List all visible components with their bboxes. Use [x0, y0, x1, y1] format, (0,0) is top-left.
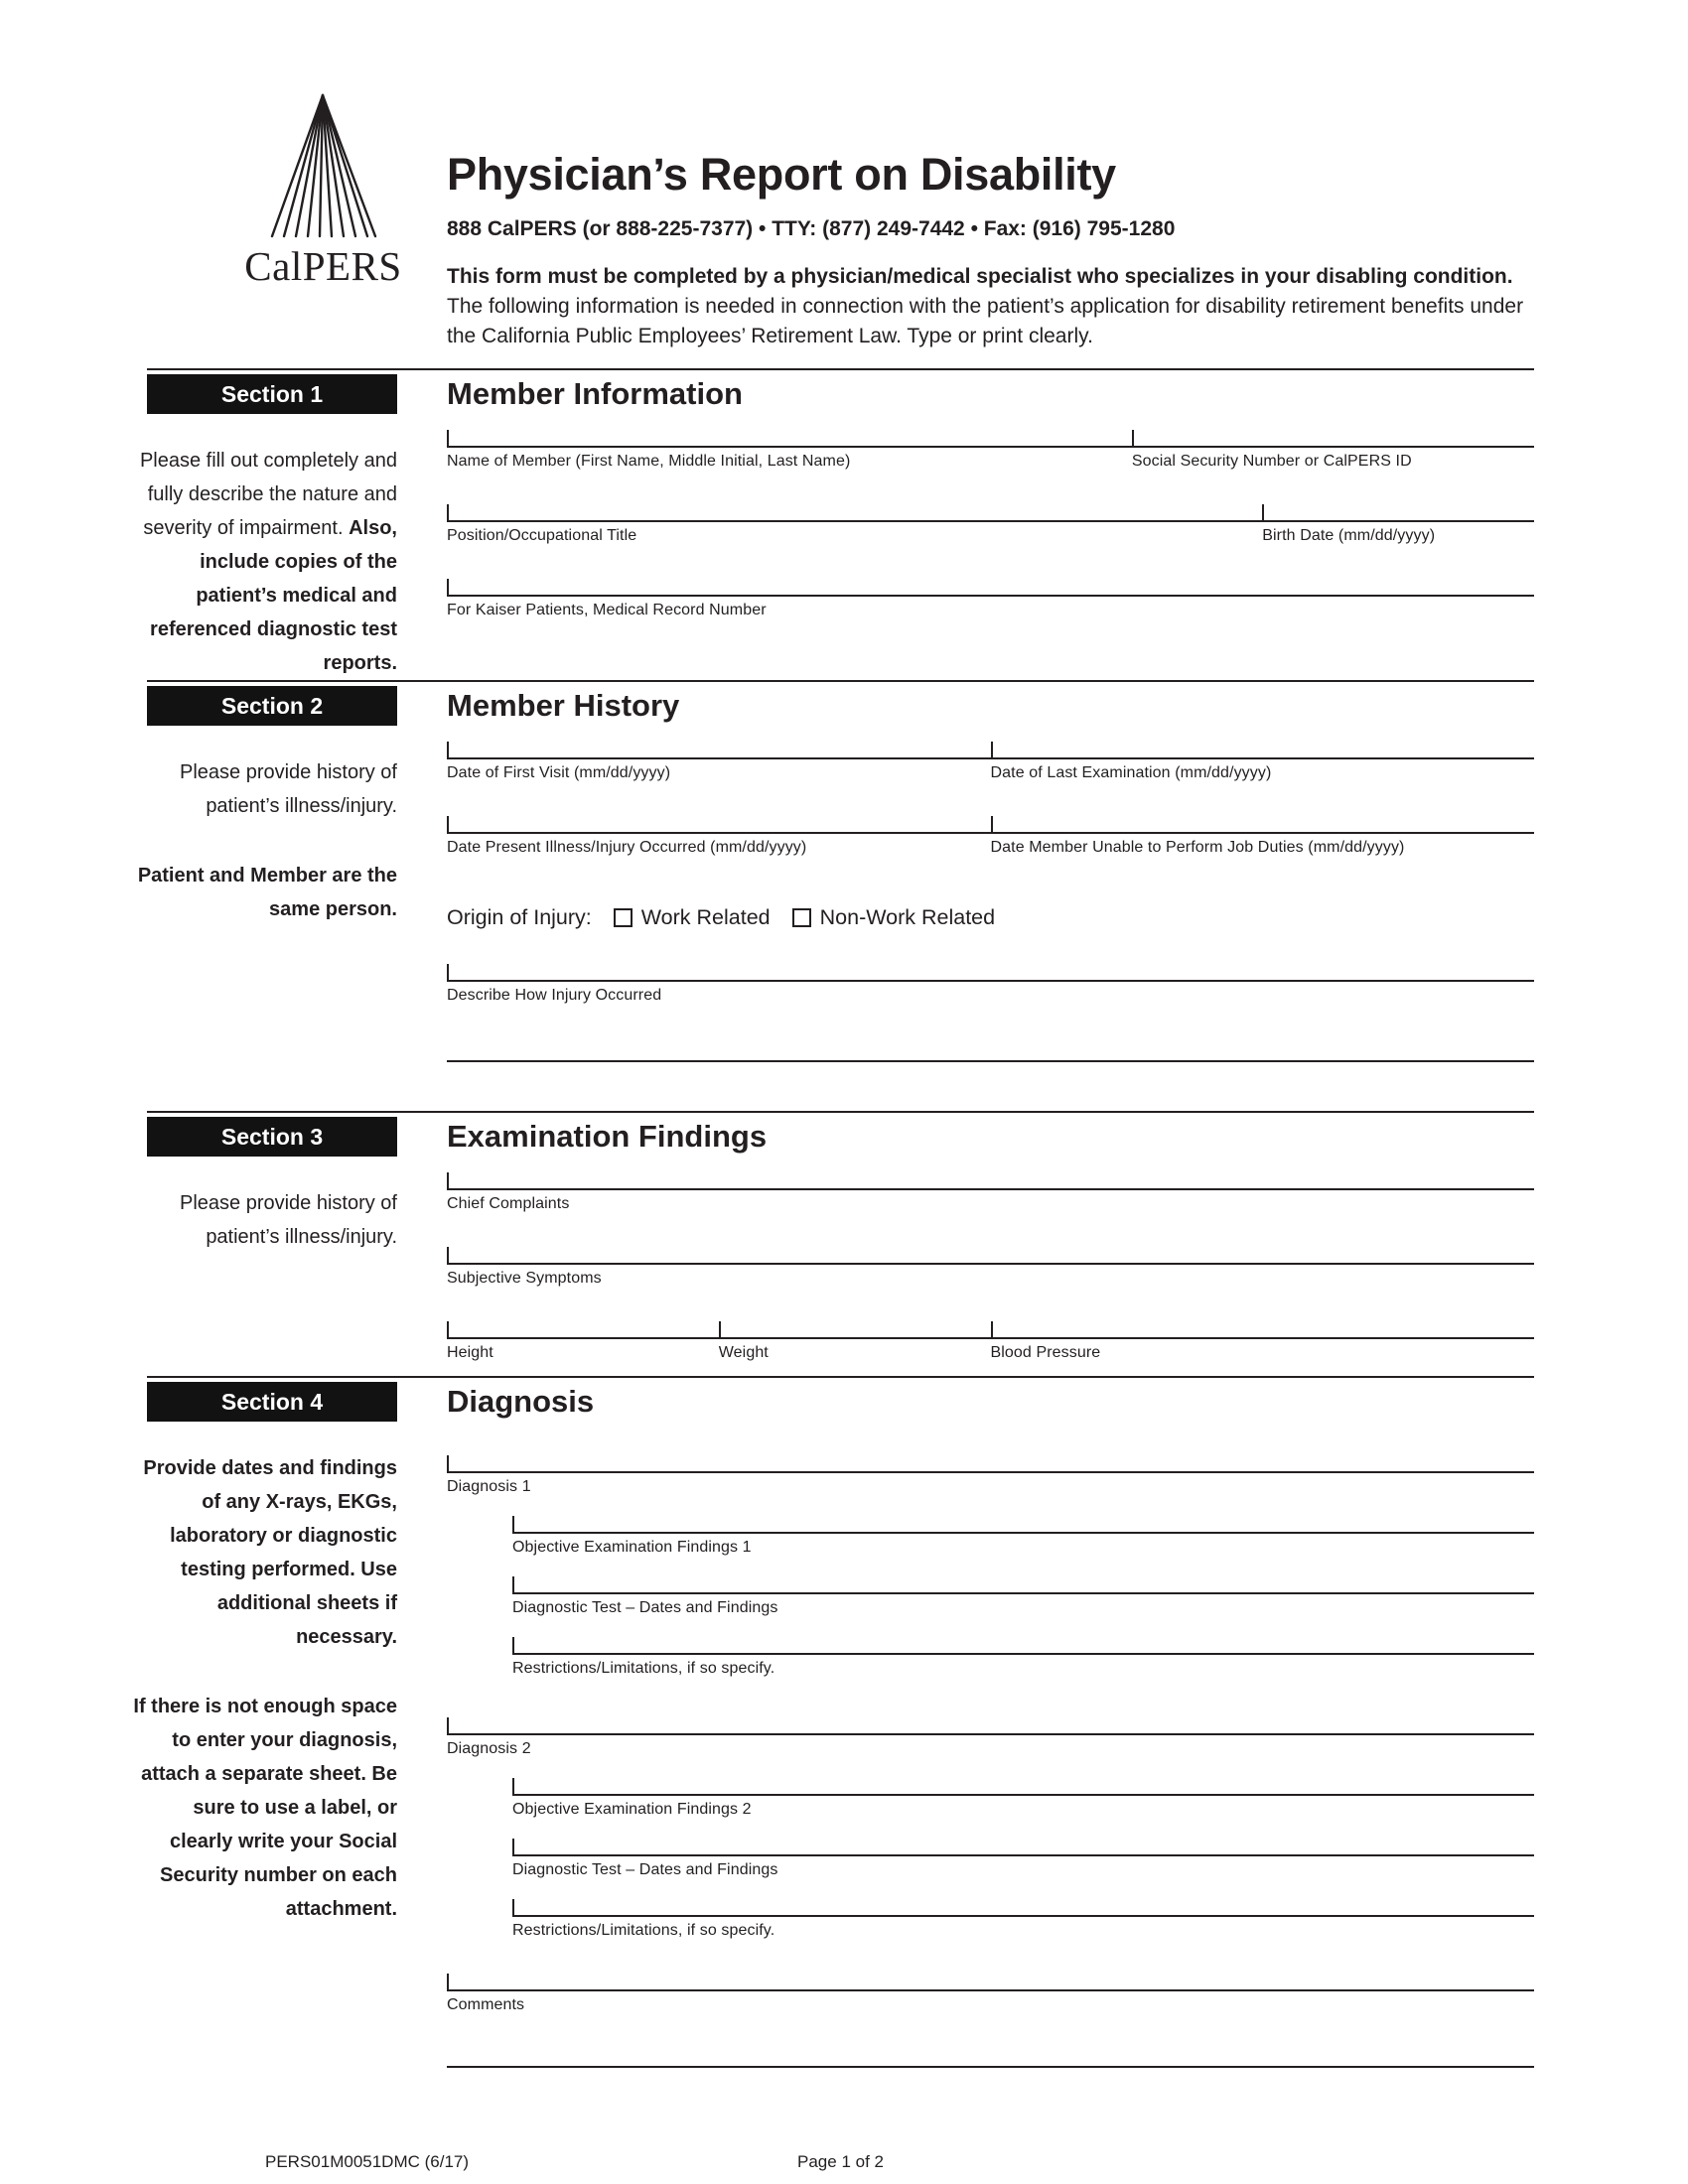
section-3-note — [127, 1186, 397, 1366]
section-1-note-normal: Please fill out completely and fully describe the nature and severity of impairment. — [139, 450, 397, 539]
calpers-tree-icon — [266, 91, 380, 240]
section-2-note — [127, 755, 397, 1062]
diagnostic-test-1-label: Diagnostic Test – Dates and Findings — [512, 1599, 778, 1616]
section-2-member-history — [137, 680, 1534, 1111]
section-2-note-bold: Patient and Member are the same person. — [137, 865, 397, 920]
section-4-note-1: Provide dates and findings of any X-rays, EKGs, laboratory or diagnostic testing performed. Use additional sheets if necessary. — [143, 1457, 397, 1648]
form-title: Physician’s Report on Disability — [447, 149, 1116, 200]
comments-field[interactable] — [447, 1964, 1534, 1991]
kaiser-record-number-label: For Kaiser Patients, Medical Record Number — [447, 602, 767, 618]
diagnostic-test-2-label: Diagnostic Test – Dates and Findings — [512, 1861, 778, 1878]
chief-complaints-label: Chief Complaints — [447, 1195, 570, 1212]
contact-info: 888 CalPERS (or 888-225-7377) • TTY: (877) 249-7442 • Fax: (916) 795-1280 — [447, 217, 1176, 240]
height-field[interactable] — [447, 1305, 719, 1339]
section-3-tab: Section 3 — [147, 1117, 397, 1157]
work-related-label: Work Related — [640, 904, 771, 929]
calpers-logo — [241, 91, 405, 290]
section-1-note-bold: Also, include copies of the patient’s medical and referenced diagnostic test reports. — [150, 517, 397, 674]
member-name-label: Name of Member (First Name, Middle Initial, Last Name) — [447, 453, 851, 470]
birth-date-label: Birth Date (mm/dd/yyyy) — [1262, 527, 1436, 544]
restrictions-1-field[interactable] — [512, 1627, 1534, 1655]
first-visit-date-field[interactable] — [447, 726, 991, 759]
section-1-tab: Section 1 — [147, 374, 397, 414]
unable-job-duties-date-field[interactable] — [991, 800, 1535, 834]
birth-date-field[interactable] — [1262, 488, 1534, 522]
section-2-fields — [447, 726, 1534, 1062]
section-1-note — [127, 444, 397, 680]
height-label: Height — [447, 1344, 493, 1361]
diagnosis-2-field[interactable] — [447, 1707, 1534, 1735]
section-4-fields — [447, 1422, 1534, 2068]
logo-column — [147, 91, 447, 351]
chief-complaints-field[interactable] — [447, 1157, 1534, 1190]
last-examination-date-field[interactable] — [991, 726, 1535, 759]
section-1-title: Member Information — [447, 376, 743, 411]
intro-bold-line: This form must be completed by a physician/medical specialist who specializes in your disabling condition. — [447, 265, 1513, 288]
section-2-note-normal: Please provide history of patient’s illness/injury. — [179, 761, 397, 817]
section-4-diagnosis — [133, 1376, 1534, 2068]
illness-occurred-date-field[interactable] — [447, 800, 991, 834]
unable-job-duties-date-label: Date Member Unable to Perform Job Duties (mm/dd/yyyy) — [990, 839, 1405, 856]
ssn-calpers-id-label: Social Security Number or CalPERS ID — [1131, 453, 1412, 470]
restrictions-1-label: Restrictions/Limitations, if so specify. — [512, 1660, 775, 1677]
diagnosis-2-label: Diagnosis 2 — [447, 1740, 531, 1757]
section-1-member-information — [139, 368, 1534, 680]
illness-occurred-date-label: Date Present Illness/Injury Occurred (mm/dd/yyyy) — [447, 839, 807, 856]
restrictions-2-label: Restrictions/Limitations, if so specify. — [512, 1922, 775, 1939]
intro-text — [447, 262, 1534, 351]
diagnosis-1-label: Diagnosis 1 — [447, 1478, 531, 1495]
non-work-related-label: Non-Work Related — [819, 904, 996, 929]
position-title-label: Position/Occupational Title — [447, 527, 637, 544]
section-2-tab: Section 2 — [147, 686, 397, 726]
weight-label: Weight — [718, 1344, 769, 1361]
section-1-fields — [447, 414, 1534, 680]
section-2-title: Member History — [447, 688, 680, 723]
comments-continuation-field[interactable] — [447, 2040, 1534, 2068]
subjective-symptoms-label: Subjective Symptoms — [447, 1270, 602, 1287]
work-related-checkbox[interactable] — [614, 908, 633, 927]
origin-of-injury-row — [447, 902, 1534, 932]
non-work-related-checkbox[interactable] — [792, 908, 811, 927]
section-4-note-2: If there is not enough space to enter your diagnosis, attach a separate sheet. Be sure to use a label, or clearly write your Social Security number on each attachment. — [133, 1696, 397, 1920]
weight-field[interactable] — [719, 1305, 991, 1339]
describe-injury-label: Describe How Injury Occurred — [447, 987, 662, 1004]
describe-injury-continuation-field[interactable] — [447, 1034, 1534, 1062]
position-title-field[interactable] — [447, 488, 1262, 522]
section-3-fields — [447, 1157, 1534, 1366]
section-3-title: Examination Findings — [447, 1119, 768, 1154]
last-examination-date-label: Date of Last Examination (mm/dd/yyyy) — [990, 764, 1272, 781]
comments-label: Comments — [447, 1996, 525, 2013]
blood-pressure-label: Blood Pressure — [990, 1344, 1101, 1361]
objective-findings-2-label: Objective Examination Findings 2 — [512, 1801, 752, 1818]
form-header — [147, 0, 1534, 351]
objective-findings-2-field[interactable] — [512, 1768, 1534, 1796]
section-3-note-normal: Please provide history of patient’s illness/injury. — [179, 1192, 397, 1248]
kaiser-record-number-field[interactable] — [447, 563, 1534, 597]
first-visit-date-label: Date of First Visit (mm/dd/yyyy) — [447, 764, 671, 781]
blood-pressure-field[interactable] — [991, 1305, 1535, 1339]
section-4-tab: Section 4 — [147, 1382, 397, 1422]
page-footer — [147, 2152, 1534, 2176]
diagnostic-test-2-field[interactable] — [512, 1829, 1534, 1856]
section-4-note — [127, 1451, 397, 2068]
section-1-note-text — [127, 444, 397, 680]
restrictions-2-field[interactable] — [512, 1889, 1534, 1917]
section-4-title: Diagnosis — [447, 1384, 595, 1419]
calpers-logo-text: CalPERS — [244, 243, 402, 289]
section-3-examination-findings — [147, 1111, 1534, 1376]
subjective-symptoms-field[interactable] — [447, 1231, 1534, 1265]
describe-injury-field[interactable] — [447, 952, 1534, 982]
header-main — [447, 91, 1534, 351]
objective-findings-1-label: Objective Examination Findings 1 — [512, 1539, 752, 1556]
diagnostic-test-1-field[interactable] — [512, 1567, 1534, 1594]
form-number: PERS01M0051DMC (6/17) — [265, 2152, 470, 2171]
origin-of-injury-label: Origin of Injury: — [447, 904, 592, 929]
member-name-field[interactable] — [447, 414, 1132, 448]
ssn-calpers-id-field[interactable] — [1132, 414, 1534, 448]
intro-rest-lines: The following information is needed in connection with the patient’s application for disability retirement benefits under the California Public Employees’ Retirement Law. Type or print clearly. — [447, 295, 1524, 347]
page-number: Page 1 of 2 — [797, 2152, 884, 2171]
objective-findings-1-field[interactable] — [512, 1506, 1534, 1534]
diagnosis-1-field[interactable] — [447, 1443, 1534, 1473]
